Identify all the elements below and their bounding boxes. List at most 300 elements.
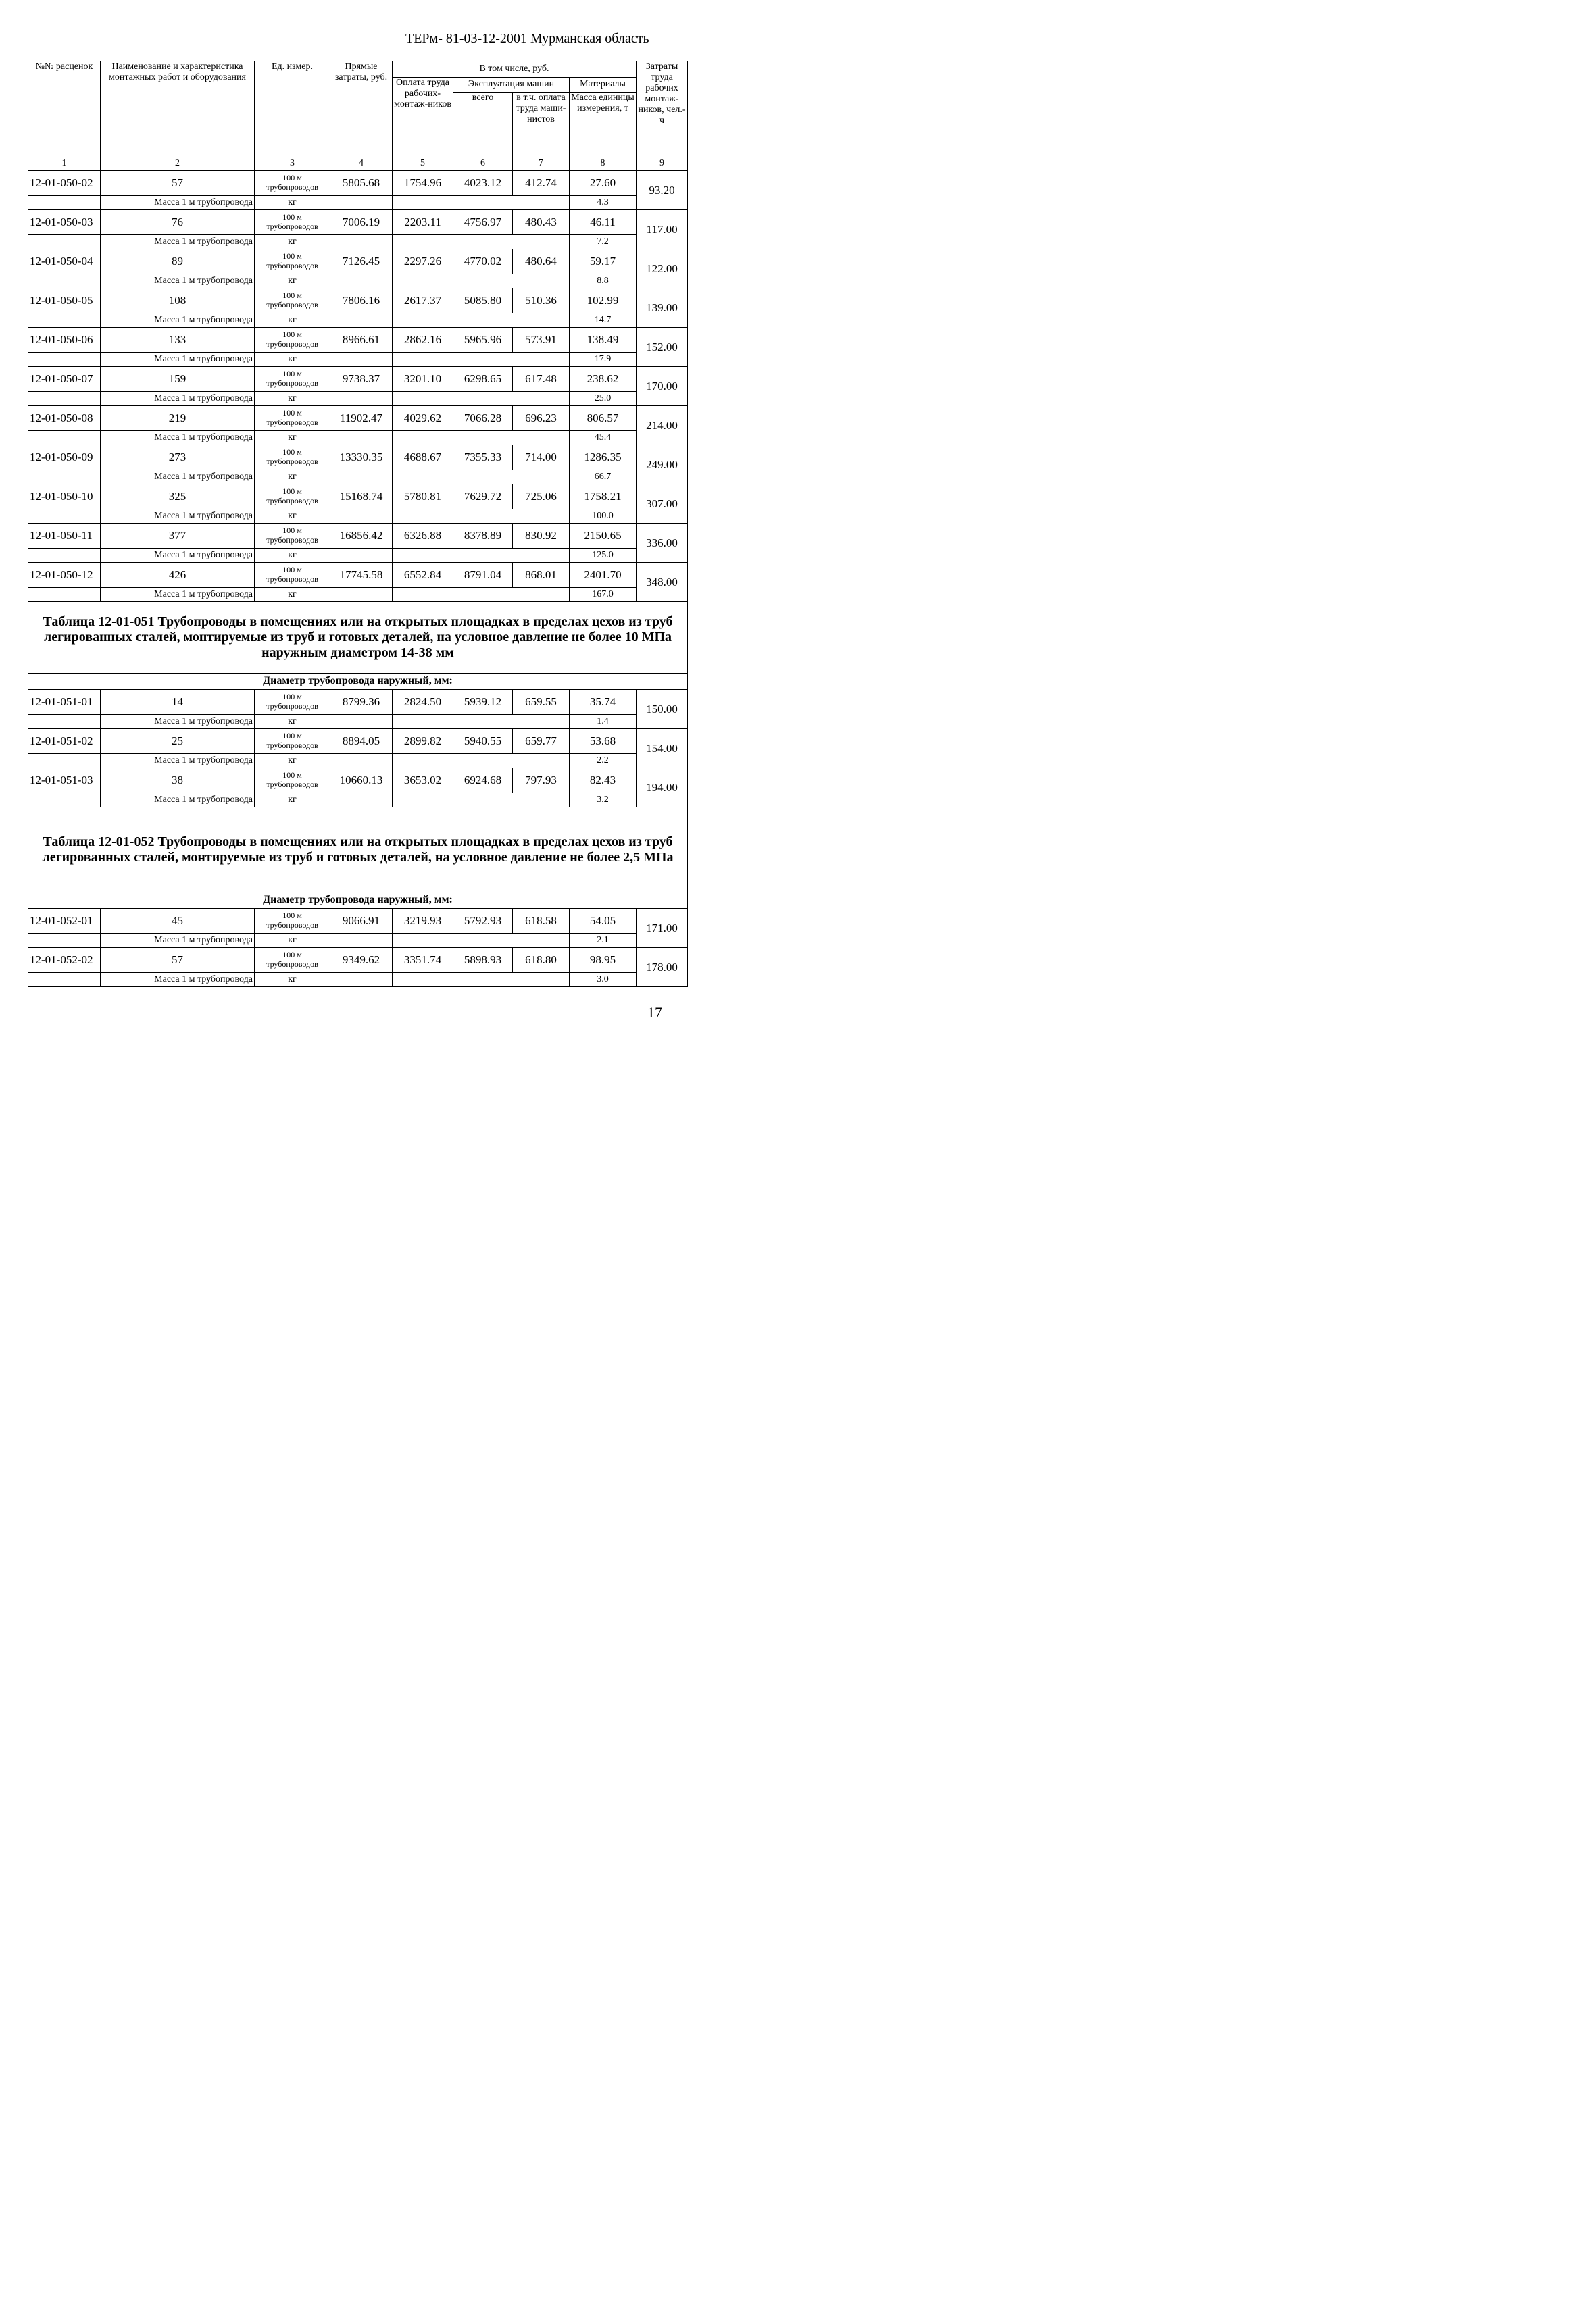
mass-label: Масса 1 м трубопровода <box>101 274 255 288</box>
mass-row <box>28 793 688 807</box>
machine-cost: 5965.96 <box>453 328 513 353</box>
rate-code: 12-01-051-03 <box>28 768 101 793</box>
mass-row <box>28 549 688 563</box>
mass-row-blank <box>28 470 101 484</box>
mass-row-blank <box>28 754 101 768</box>
mass-row <box>28 754 688 768</box>
mass-label: Масса 1 м трубопровода <box>101 196 255 210</box>
machinist-wage: 617.48 <box>513 367 570 392</box>
rate-code: 12-01-050-05 <box>28 288 101 313</box>
mass-row-blank <box>28 549 101 563</box>
mass-unit: кг <box>255 934 330 948</box>
labor-hours: 152.00 <box>637 328 688 367</box>
pipe-diameter: 57 <box>101 948 255 973</box>
rate-code: 12-01-050-07 <box>28 367 101 392</box>
direct-cost: 7806.16 <box>330 288 393 313</box>
mass-row-blank <box>330 588 393 602</box>
mass-row-blank <box>393 353 570 367</box>
direct-cost: 7006.19 <box>330 210 393 235</box>
machinist-wage: 659.77 <box>513 729 570 754</box>
mass-label: Масса 1 м трубопровода <box>101 715 255 729</box>
rate-code: 12-01-052-02 <box>28 948 101 973</box>
rate-code: 12-01-050-08 <box>28 406 101 431</box>
mass-row <box>28 431 688 445</box>
mass-unit: кг <box>255 196 330 210</box>
machinist-wage: 868.01 <box>513 563 570 588</box>
worker-wage: 3201.10 <box>393 367 453 392</box>
mass-value: 7.2 <box>570 235 637 249</box>
mass-unit: кг <box>255 754 330 768</box>
direct-cost: 8894.05 <box>330 729 393 754</box>
mass-label: Масса 1 м трубопровода <box>101 509 255 524</box>
diameter-label-row <box>28 674 688 690</box>
worker-wage: 1754.96 <box>393 171 453 196</box>
rate-code: 12-01-050-09 <box>28 445 101 470</box>
materials-cost: 46.11 <box>570 210 637 235</box>
unit-of-measure: 100 м трубопроводов <box>255 729 330 754</box>
header-labor: Затраты труда рабочих монтаж-ников, чел.-ч <box>637 61 688 157</box>
machine-cost: 6298.65 <box>453 367 513 392</box>
table-row <box>28 328 688 353</box>
machinist-wage: 618.80 <box>513 948 570 973</box>
mass-label: Масса 1 м трубопровода <box>101 313 255 328</box>
worker-wage: 6326.88 <box>393 524 453 549</box>
materials-cost: 53.68 <box>570 729 637 754</box>
unit-of-measure: 100 м трубопроводов <box>255 524 330 549</box>
column-number: 6 <box>453 157 513 171</box>
mass-value: 100.0 <box>570 509 637 524</box>
labor-hours: 139.00 <box>637 288 688 328</box>
mass-value: 14.7 <box>570 313 637 328</box>
machine-cost: 7355.33 <box>453 445 513 470</box>
direct-cost: 16856.42 <box>330 524 393 549</box>
header-including: В том числе, руб. <box>393 61 637 78</box>
table-row <box>28 249 688 274</box>
mass-row-blank <box>393 235 570 249</box>
unit-of-measure: 100 м трубопроводов <box>255 210 330 235</box>
pipe-diameter: 89 <box>101 249 255 274</box>
mass-unit: кг <box>255 431 330 445</box>
mass-row-blank <box>393 549 570 563</box>
direct-cost: 15168.74 <box>330 484 393 509</box>
mass-value: 17.9 <box>570 353 637 367</box>
mass-row-blank <box>28 793 101 807</box>
mass-row-blank <box>28 235 101 249</box>
pipe-diameter: 159 <box>101 367 255 392</box>
unit-of-measure: 100 м трубопроводов <box>255 328 330 353</box>
materials-cost: 102.99 <box>570 288 637 313</box>
page-header-title: ТЕРм- 81-03-12-2001 Мурманская область <box>405 31 649 46</box>
mass-unit: кг <box>255 392 330 406</box>
direct-cost: 9066.91 <box>330 909 393 934</box>
mass-row-blank <box>393 793 570 807</box>
machine-cost: 4023.12 <box>453 171 513 196</box>
pipe-diameter: 325 <box>101 484 255 509</box>
mass-unit: кг <box>255 588 330 602</box>
mass-row-blank <box>28 196 101 210</box>
unit-of-measure: 100 м трубопроводов <box>255 768 330 793</box>
column-number: 7 <box>513 157 570 171</box>
table-row <box>28 406 688 431</box>
pipe-diameter: 57 <box>101 171 255 196</box>
machinist-wage: 725.06 <box>513 484 570 509</box>
materials-cost: 2150.65 <box>570 524 637 549</box>
mass-row-blank <box>330 754 393 768</box>
machinist-wage: 797.93 <box>513 768 570 793</box>
column-number: 5 <box>393 157 453 171</box>
mass-value: 3.0 <box>570 973 637 987</box>
mass-row <box>28 235 688 249</box>
mass-row-blank <box>393 588 570 602</box>
column-number: 3 <box>255 157 330 171</box>
direct-cost: 7126.45 <box>330 249 393 274</box>
mass-row-blank <box>330 509 393 524</box>
direct-cost: 10660.13 <box>330 768 393 793</box>
direct-cost: 11902.47 <box>330 406 393 431</box>
header-unit: Ед. измер. <box>255 61 330 157</box>
mass-row-blank <box>28 715 101 729</box>
mass-row-blank <box>393 754 570 768</box>
materials-cost: 1286.35 <box>570 445 637 470</box>
rate-code: 12-01-050-12 <box>28 563 101 588</box>
mass-value: 66.7 <box>570 470 637 484</box>
mass-row-blank <box>28 392 101 406</box>
mass-label: Масса 1 м трубопровода <box>101 431 255 445</box>
mass-value: 45.4 <box>570 431 637 445</box>
rate-code: 12-01-050-02 <box>28 171 101 196</box>
worker-wage: 2203.11 <box>393 210 453 235</box>
header-machines-total: всего <box>453 93 513 157</box>
table-row <box>28 210 688 235</box>
unit-of-measure: 100 м трубопроводов <box>255 445 330 470</box>
pipe-diameter: 426 <box>101 563 255 588</box>
mass-row-blank <box>330 392 393 406</box>
mass-row-blank <box>28 934 101 948</box>
worker-wage: 4688.67 <box>393 445 453 470</box>
materials-cost: 27.60 <box>570 171 637 196</box>
rate-code: 12-01-050-10 <box>28 484 101 509</box>
diameter-label: Диаметр трубопровода наружный, мм: <box>28 892 688 909</box>
mass-row <box>28 313 688 328</box>
unit-of-measure: 100 м трубопроводов <box>255 909 330 934</box>
machine-cost: 8378.89 <box>453 524 513 549</box>
mass-row <box>28 470 688 484</box>
mass-value: 125.0 <box>570 549 637 563</box>
pipe-diameter: 38 <box>101 768 255 793</box>
machinist-wage: 830.92 <box>513 524 570 549</box>
mass-unit: кг <box>255 313 330 328</box>
header-machines: Эксплуатация машин <box>453 78 570 93</box>
materials-cost: 1758.21 <box>570 484 637 509</box>
unit-of-measure: 100 м трубопроводов <box>255 249 330 274</box>
machine-cost: 5898.93 <box>453 948 513 973</box>
worker-wage: 3351.74 <box>393 948 453 973</box>
machinist-wage: 573.91 <box>513 328 570 353</box>
mass-row-blank <box>330 431 393 445</box>
mass-unit: кг <box>255 549 330 563</box>
table-row <box>28 524 688 549</box>
mass-row-blank <box>330 973 393 987</box>
machine-cost: 5939.12 <box>453 690 513 715</box>
mass-row-blank <box>393 431 570 445</box>
mass-row <box>28 274 688 288</box>
machine-cost: 8791.04 <box>453 563 513 588</box>
mass-row-blank <box>393 313 570 328</box>
mass-row <box>28 934 688 948</box>
labor-hours: 154.00 <box>637 729 688 768</box>
rate-code: 12-01-050-04 <box>28 249 101 274</box>
mass-row-blank <box>330 313 393 328</box>
labor-hours: 178.00 <box>637 948 688 987</box>
column-number: 4 <box>330 157 393 171</box>
mass-row-blank <box>330 235 393 249</box>
machinist-wage: 696.23 <box>513 406 570 431</box>
mass-label: Масса 1 м трубопровода <box>101 973 255 987</box>
worker-wage: 4029.62 <box>393 406 453 431</box>
diameter-label-row <box>28 892 688 909</box>
table-row <box>28 948 688 973</box>
machinist-wage: 480.64 <box>513 249 570 274</box>
machinist-wage: 480.43 <box>513 210 570 235</box>
machine-cost: 6924.68 <box>453 768 513 793</box>
mass-unit: кг <box>255 470 330 484</box>
column-number: 1 <box>28 157 101 171</box>
table-row <box>28 171 688 196</box>
mass-row-blank <box>28 509 101 524</box>
mass-row-blank <box>330 196 393 210</box>
machine-cost: 5085.80 <box>453 288 513 313</box>
table-row <box>28 445 688 470</box>
mass-row-blank <box>393 392 570 406</box>
mass-row-blank <box>28 353 101 367</box>
mass-row-blank <box>330 353 393 367</box>
machine-cost: 4770.02 <box>453 249 513 274</box>
worker-wage: 2862.16 <box>393 328 453 353</box>
worker-wage: 2297.26 <box>393 249 453 274</box>
direct-cost: 5805.68 <box>330 171 393 196</box>
machinist-wage: 412.74 <box>513 171 570 196</box>
mass-unit: кг <box>255 509 330 524</box>
mass-value: 1.4 <box>570 715 637 729</box>
labor-hours: 93.20 <box>637 171 688 210</box>
column-numbers-row <box>28 157 688 171</box>
mass-unit: кг <box>255 793 330 807</box>
table-051-title-row <box>28 602 688 674</box>
mass-value: 2.2 <box>570 754 637 768</box>
unit-of-measure: 100 м трубопроводов <box>255 171 330 196</box>
machine-cost: 5940.55 <box>453 729 513 754</box>
labor-hours: 171.00 <box>637 909 688 948</box>
materials-cost: 35.74 <box>570 690 637 715</box>
unit-of-measure: 100 м трубопроводов <box>255 563 330 588</box>
mass-row-blank <box>393 274 570 288</box>
mass-label: Масса 1 м трубопровода <box>101 754 255 768</box>
machinist-wage: 618.58 <box>513 909 570 934</box>
pipe-diameter: 14 <box>101 690 255 715</box>
mass-unit: кг <box>255 715 330 729</box>
diameter-label: Диаметр трубопровода наружный, мм: <box>28 674 688 690</box>
pipe-diameter: 108 <box>101 288 255 313</box>
mass-row-blank <box>28 588 101 602</box>
materials-cost: 82.43 <box>570 768 637 793</box>
machine-cost: 5792.93 <box>453 909 513 934</box>
rate-code: 12-01-051-01 <box>28 690 101 715</box>
header-code: №№ расценок <box>28 61 101 157</box>
direct-cost: 13330.35 <box>330 445 393 470</box>
worker-wage: 5780.81 <box>393 484 453 509</box>
labor-hours: 336.00 <box>637 524 688 563</box>
mass-label: Масса 1 м трубопровода <box>101 588 255 602</box>
machine-cost: 7066.28 <box>453 406 513 431</box>
header-wage: Оплата труда рабочих-монтаж-ников <box>393 78 453 157</box>
mass-value: 2.1 <box>570 934 637 948</box>
unit-of-measure: 100 м трубопроводов <box>255 288 330 313</box>
pipe-diameter: 76 <box>101 210 255 235</box>
mass-label: Масса 1 м трубопровода <box>101 470 255 484</box>
direct-cost: 8966.61 <box>330 328 393 353</box>
pipe-diameter: 273 <box>101 445 255 470</box>
mass-label: Масса 1 м трубопровода <box>101 793 255 807</box>
unit-of-measure: 100 м трубопроводов <box>255 367 330 392</box>
mass-row-blank <box>330 715 393 729</box>
mass-label: Масса 1 м трубопровода <box>101 235 255 249</box>
mass-row-blank <box>393 470 570 484</box>
labor-hours: 150.00 <box>637 690 688 729</box>
header-row-1 <box>28 61 688 78</box>
worker-wage: 2617.37 <box>393 288 453 313</box>
table-052-title: Таблица 12-01-052 Трубопроводы в помещениях или на открытых площадках в пределах цехов из труб легированных сталей, монтируемые из труб и готовых деталей, на условное давление не более 2,5 МПа <box>28 807 688 892</box>
table-row <box>28 367 688 392</box>
materials-cost: 138.49 <box>570 328 637 353</box>
mass-value: 8.8 <box>570 274 637 288</box>
mass-value: 167.0 <box>570 588 637 602</box>
pipe-diameter: 219 <box>101 406 255 431</box>
direct-cost: 8799.36 <box>330 690 393 715</box>
machinist-wage: 714.00 <box>513 445 570 470</box>
column-number: 2 <box>101 157 255 171</box>
column-number: 9 <box>637 157 688 171</box>
header-name: Наименование и характеристика монтажных работ и оборудования <box>101 61 255 157</box>
machine-cost: 7629.72 <box>453 484 513 509</box>
mass-row-blank <box>393 973 570 987</box>
rate-code: 12-01-052-01 <box>28 909 101 934</box>
mass-value: 3.2 <box>570 793 637 807</box>
labor-hours: 194.00 <box>637 768 688 807</box>
machine-cost: 4756.97 <box>453 210 513 235</box>
table-row <box>28 768 688 793</box>
rate-code: 12-01-051-02 <box>28 729 101 754</box>
page-number: 17 <box>647 1004 662 1021</box>
materials-cost: 98.95 <box>570 948 637 973</box>
mass-label: Масса 1 м трубопровода <box>101 549 255 563</box>
labor-hours: 307.00 <box>637 484 688 524</box>
machinist-wage: 659.55 <box>513 690 570 715</box>
labor-hours: 348.00 <box>637 563 688 602</box>
mass-row <box>28 392 688 406</box>
worker-wage: 6552.84 <box>393 563 453 588</box>
mass-row-blank <box>393 715 570 729</box>
header-machinists-wage: в т.ч. оплата труда маши-нистов <box>513 93 570 157</box>
direct-cost: 17745.58 <box>330 563 393 588</box>
table-row <box>28 484 688 509</box>
materials-cost: 2401.70 <box>570 563 637 588</box>
mass-unit: кг <box>255 353 330 367</box>
unit-of-measure: 100 м трубопроводов <box>255 690 330 715</box>
labor-hours: 122.00 <box>637 249 688 288</box>
worker-wage: 2899.82 <box>393 729 453 754</box>
header-materials: Материалы <box>570 78 637 93</box>
table-row <box>28 563 688 588</box>
materials-cost: 238.62 <box>570 367 637 392</box>
mass-label: Масса 1 м трубопровода <box>101 934 255 948</box>
column-number: 8 <box>570 157 637 171</box>
table-052-title-row <box>28 807 688 892</box>
direct-cost: 9349.62 <box>330 948 393 973</box>
mass-row-blank <box>330 274 393 288</box>
table-row <box>28 909 688 934</box>
mass-row-blank <box>393 196 570 210</box>
unit-of-measure: 100 м трубопроводов <box>255 484 330 509</box>
materials-cost: 54.05 <box>570 909 637 934</box>
mass-row-blank <box>330 549 393 563</box>
materials-cost: 806.57 <box>570 406 637 431</box>
mass-row-blank <box>28 313 101 328</box>
mass-value: 25.0 <box>570 392 637 406</box>
mass-unit: кг <box>255 235 330 249</box>
mass-row <box>28 509 688 524</box>
labor-hours: 117.00 <box>637 210 688 249</box>
worker-wage: 3219.93 <box>393 909 453 934</box>
rate-code: 12-01-050-03 <box>28 210 101 235</box>
worker-wage: 2824.50 <box>393 690 453 715</box>
mass-row-blank <box>330 934 393 948</box>
pipe-diameter: 45 <box>101 909 255 934</box>
header-direct: Прямые затраты, руб. <box>330 61 393 157</box>
mass-row-blank <box>393 509 570 524</box>
labor-hours: 214.00 <box>637 406 688 445</box>
mass-row <box>28 353 688 367</box>
mass-unit: кг <box>255 274 330 288</box>
mass-row <box>28 715 688 729</box>
mass-unit: кг <box>255 973 330 987</box>
labor-hours: 249.00 <box>637 445 688 484</box>
unit-of-measure: 100 м трубопроводов <box>255 948 330 973</box>
pipe-diameter: 377 <box>101 524 255 549</box>
mass-row-blank <box>28 274 101 288</box>
mass-row-blank <box>28 431 101 445</box>
machinist-wage: 510.36 <box>513 288 570 313</box>
worker-wage: 3653.02 <box>393 768 453 793</box>
table-row <box>28 690 688 715</box>
mass-row <box>28 196 688 210</box>
rate-code: 12-01-050-06 <box>28 328 101 353</box>
pipe-diameter: 25 <box>101 729 255 754</box>
rates-table <box>28 61 688 987</box>
mass-value: 4.3 <box>570 196 637 210</box>
table-051-title: Таблица 12-01-051 Трубопроводы в помещениях или на открытых площадках в пределах цехов из труб легированных сталей, монтируемые из труб и готовых деталей, на условное давление не более 10 МПа наружным диаметром 14-38 мм <box>28 602 688 674</box>
mass-row-blank <box>28 973 101 987</box>
rate-code: 12-01-050-11 <box>28 524 101 549</box>
materials-cost: 59.17 <box>570 249 637 274</box>
mass-row-blank <box>330 470 393 484</box>
mass-row <box>28 973 688 987</box>
unit-of-measure: 100 м трубопроводов <box>255 406 330 431</box>
mass-row <box>28 588 688 602</box>
header-mass: Масса единицы измерения, т <box>570 93 637 157</box>
mass-row-blank <box>393 934 570 948</box>
table-row <box>28 288 688 313</box>
mass-row-blank <box>330 793 393 807</box>
